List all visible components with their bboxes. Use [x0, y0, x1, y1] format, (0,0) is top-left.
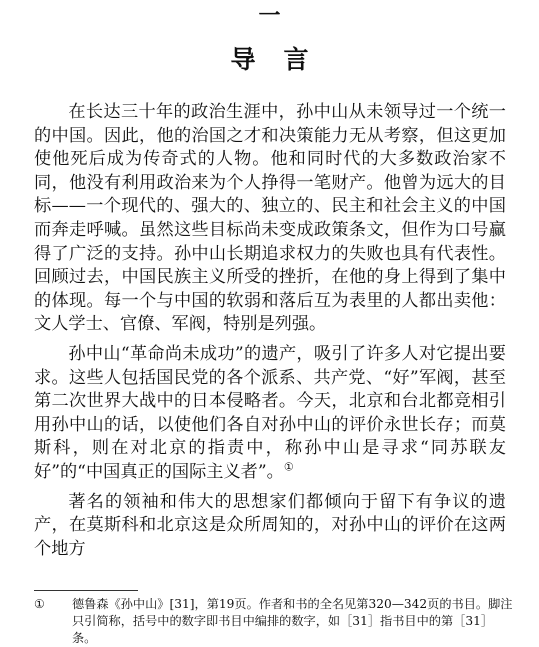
chapter-mark: 一 [258, 3, 281, 29]
footnote-mark: ① [34, 597, 45, 611]
footnote-text: 德鲁森《孙中山》[31]，第19页。作者和书的全名见第320—342页的书目。脚注只引简称，括号中的数字即书目中编排的数字，如［31］指书目中的第［31］条。 [72, 597, 513, 645]
footnote [34, 596, 514, 647]
paragraph-text: 著名的领袖和伟大的思想家们都倾向于留下有争议的遗产，在莫斯科和北京这是众所周知的，对孙中山的评价在这两个地方 [34, 491, 506, 559]
paragraph [34, 343, 506, 485]
paragraph [34, 101, 506, 337]
footnote-reference: ① [283, 460, 294, 474]
paragraph [34, 491, 506, 562]
footnote-divider [34, 590, 138, 591]
body-text [34, 101, 506, 561]
page-title: 导言 [230, 45, 337, 74]
paragraph-text: 孙中山“革命尚未成功”的遗产，吸引了许多人对它提出要求。这些人包括国民党的各个派系、共产党、“好”军阀，甚至第二次世界大战中的日本侵略者。今天，北京和台北都竞相引用孙中山的话，以使他们各自对孙中山的评价永世长存；而莫斯科，则在对北京的指责中，称孙中山是寻求“同苏联友好”的“中国真正的国际主义者”。 [34, 343, 506, 482]
paragraph-text: 在长达三十年的政治生涯中，孙中山从未领导过一个统一的中国。因此，他的治国之才和决策能力无从考察，但这更加使他死后成为传奇式的人物。他和同时代的大多数政治家不同，他没有利用政治来为个人挣得一笔财产。他曾为远大的目标——一个现代的、强大的、独立的、民主和社会主义的中国而奔走呼喊。虽然这些目标尚未变成政策条文，但作为口号赢得了广泛的支持。孙中山长期追求权力的失败也具有代表性。回顾过去，中国民族主义所受的挫折，在他的身上得到了集中的体现。每一个与中国的软弱和落后互为表里的人都出卖他：文人学士、官僚、军阀，特别是列强。 [34, 102, 506, 335]
